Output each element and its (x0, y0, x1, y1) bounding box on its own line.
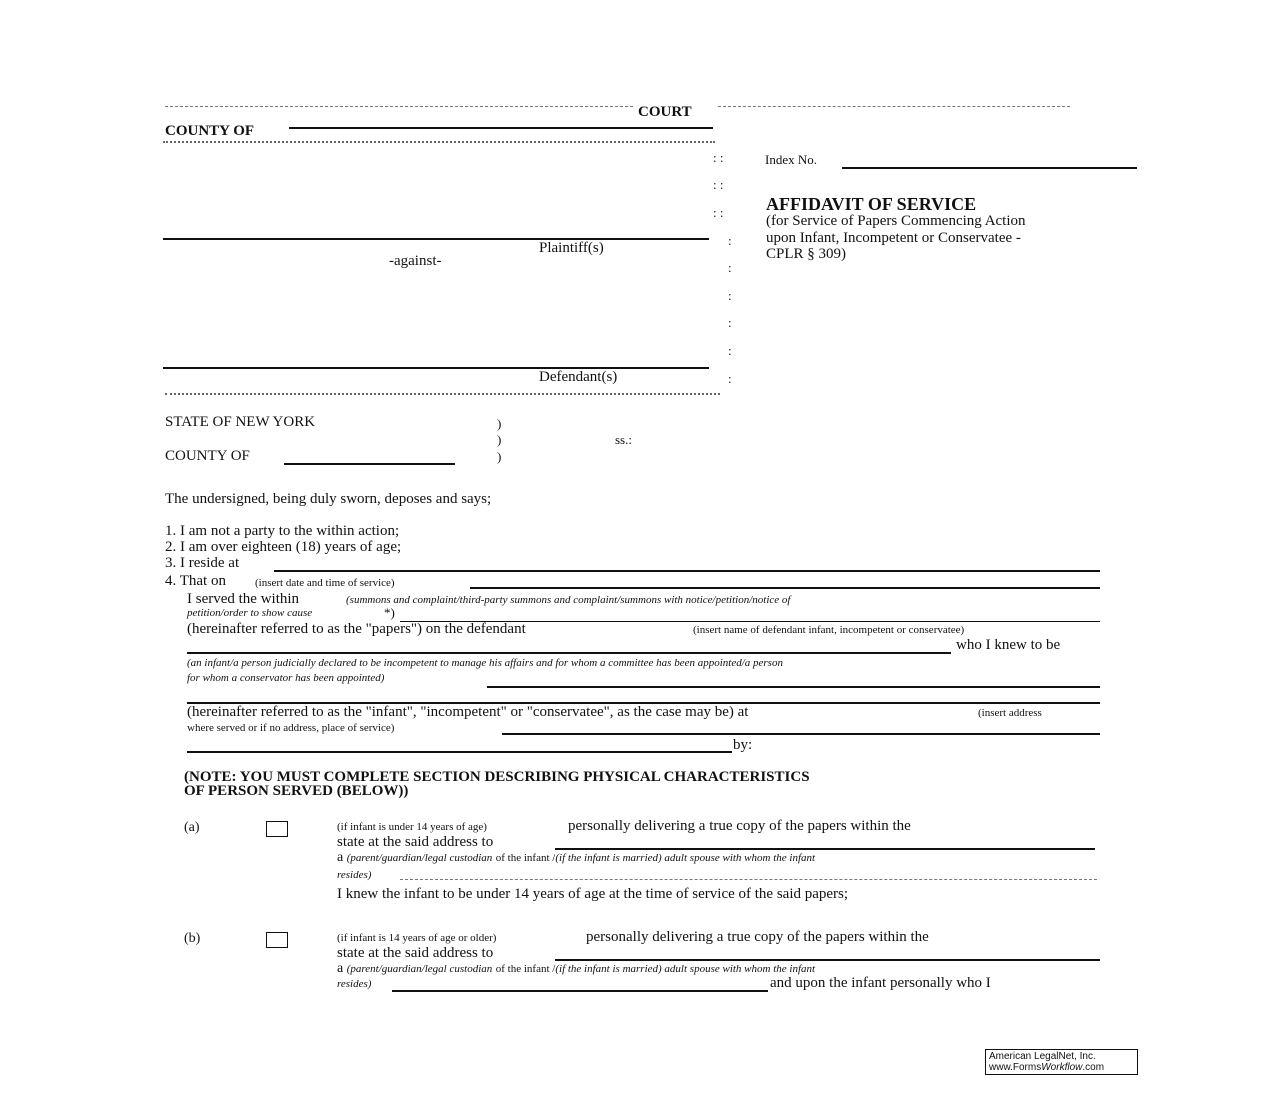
form-subtitle-line: upon Infant, Incompetent or Conservatee - (766, 230, 1021, 246)
option-a-checkbox[interactable] (266, 821, 288, 837)
court-label: COURT (638, 104, 692, 120)
service-date-field[interactable] (470, 587, 1100, 589)
item-3: 3. I reside at (165, 555, 240, 571)
venue-county-label: COUNTY OF (165, 448, 250, 464)
option-a-text-2: state at the said address to (337, 834, 494, 850)
option-b-text-3a: a (337, 961, 344, 976)
served-hint-line-1: (summons and complaint/third-party summons and complaint/summons with notice/petition/notice of (346, 594, 791, 606)
intro-text: The undersigned, being duly sworn, deposes and says; (165, 491, 492, 507)
defendant-label: Defendant(s) (539, 369, 618, 385)
index-number-field[interactable] (842, 167, 1137, 169)
served-hint-line-2: petition/order to show cause (187, 607, 313, 619)
by-label: by: (733, 737, 753, 753)
option-b-text-3 (337, 961, 815, 977)
publisher-url-post: .com (1082, 1062, 1105, 1073)
defendant-infant-name-field[interactable] (187, 652, 951, 654)
option-b-of-infant: of the infant / (495, 963, 556, 975)
option-a-of-infant: of the infant / (495, 852, 556, 864)
option-a-hint-spouse: (if the infant is married) adult spouse with whom the infant (555, 852, 816, 864)
served-hint-asterisk: *) (384, 605, 395, 620)
option-a-text-5: I knew the infant to be under 14 years of age at the time of service of the said papers; (337, 886, 849, 902)
option-a-text-3a: a (337, 850, 344, 865)
service-address-field[interactable] (502, 733, 1100, 735)
venue-state: STATE OF NEW YORK (165, 414, 316, 430)
hereinafter-infant: (hereinafter referred to as the "infant", "incompetent" or "conservatee", as the case may be) at (187, 704, 749, 720)
caption-colon: : : (713, 177, 724, 192)
form-subtitle-line: (for Service of Papers Commencing Action (766, 213, 1026, 229)
item-4-hint: (insert date and time of service) (255, 577, 395, 589)
option-b-resides-hint: resides) (337, 978, 372, 990)
item-4: 4. That on (165, 573, 226, 589)
infant-hint-line-2: for whom a conservator has been appointed) (187, 672, 385, 684)
venue-paren: ) (497, 432, 502, 447)
publisher-url-em: Workflow (1041, 1062, 1083, 1073)
venue-paren: ) (497, 416, 502, 431)
option-a-resides-hint: resides) (337, 869, 372, 881)
defendant-name-field[interactable] (163, 367, 709, 369)
venue-county-field[interactable] (284, 463, 455, 465)
venue-paren: ) (497, 449, 502, 464)
option-b-hint-spouse: (if the infant is married) adult spouse with whom the infant (555, 963, 816, 975)
form-title: AFFIDAVIT OF SERVICE (766, 194, 977, 214)
venue-ss: ss.: (615, 432, 632, 447)
option-b-text-5: and upon the infant personally who I (770, 975, 991, 991)
service-address-field-2[interactable] (187, 751, 732, 753)
option-b-hint: (if infant is 14 years of age or older) (337, 932, 497, 944)
index-number-label: Index No. (765, 152, 817, 167)
option-a-label: (a) (184, 820, 200, 835)
caption-colon: : : (713, 205, 724, 220)
item-1: 1. I am not a party to the within action; (165, 523, 400, 539)
plaintiff-label: Plaintiff(s) (539, 240, 604, 256)
option-a-text-3 (337, 850, 815, 866)
who-knew-label: who I knew to be (956, 637, 1061, 653)
caption-colon: : (728, 371, 732, 386)
address-hint-2: where served or if no address, place of service) (187, 722, 395, 734)
caption-colon: : (728, 233, 732, 248)
caption-bottom-dotted-border (165, 393, 720, 395)
caption-colon: : : (713, 150, 724, 165)
option-b-checkbox[interactable] (266, 932, 288, 948)
option-a-hint-custodian: (parent/guardian/legal custodian (346, 852, 493, 864)
publisher-logo (985, 1049, 1138, 1075)
court-suffix-blank[interactable] (718, 106, 1070, 107)
option-b-text-2: state at the said address to (337, 945, 494, 961)
note-line-1: (NOTE: YOU MUST COMPLETE SECTION DESCRIBING PHYSICAL CHARACTERISTICS (184, 769, 810, 785)
publisher-url (989, 1062, 1134, 1073)
hereinafter-papers-hint: (insert name of defendant infant, incompetent or conservatee) (693, 624, 965, 636)
caption-top-dotted-border (163, 141, 715, 143)
address-hint-1: (insert address (978, 707, 1042, 719)
residence-field[interactable] (274, 570, 1100, 572)
infant-status-field[interactable] (487, 686, 1100, 688)
caption-colon: : (728, 288, 732, 303)
form-subtitle-line: CPLR § 309) (766, 246, 847, 262)
caption-county-field[interactable] (289, 127, 713, 129)
option-b-label: (b) (184, 931, 201, 946)
infant-hint-line-1: (an infant/a person judicially declared to be incompetent to manage his affairs and for whom a committee has been appointed/a person (187, 657, 783, 669)
note-line-2: OF PERSON SERVED (BELOW)) (184, 783, 409, 799)
option-b-hint-custodian: (parent/guardian/legal custodian (346, 963, 493, 975)
hereinafter-papers: (hereinafter referred to as the "papers") on the defendant (187, 621, 526, 637)
caption-colon: : (728, 260, 732, 275)
option-b-text-1: personally delivering a true copy of the papers within the (586, 929, 929, 945)
option-a-resides-field[interactable] (400, 879, 1097, 880)
item-2: 2. I am over eighteen (18) years of age; (165, 539, 402, 555)
caption-colon: : (728, 343, 732, 358)
against-label: -against- (389, 253, 442, 269)
caption-county-label: COUNTY OF (165, 123, 255, 139)
served-within-label: I served the within (187, 591, 300, 607)
option-a-text-1: personally delivering a true copy of the papers within the (568, 818, 911, 834)
plaintiff-name-field[interactable] (163, 238, 709, 240)
court-name-blank[interactable] (165, 106, 633, 107)
option-b-resides-field[interactable] (392, 990, 768, 992)
publisher-name: American LegalNet, Inc. (989, 1051, 1096, 1062)
publisher-url-pre: www.Forms (989, 1062, 1042, 1073)
caption-colon: : (728, 315, 732, 330)
option-a-hint: (if infant is under 14 years of age) (337, 821, 487, 833)
